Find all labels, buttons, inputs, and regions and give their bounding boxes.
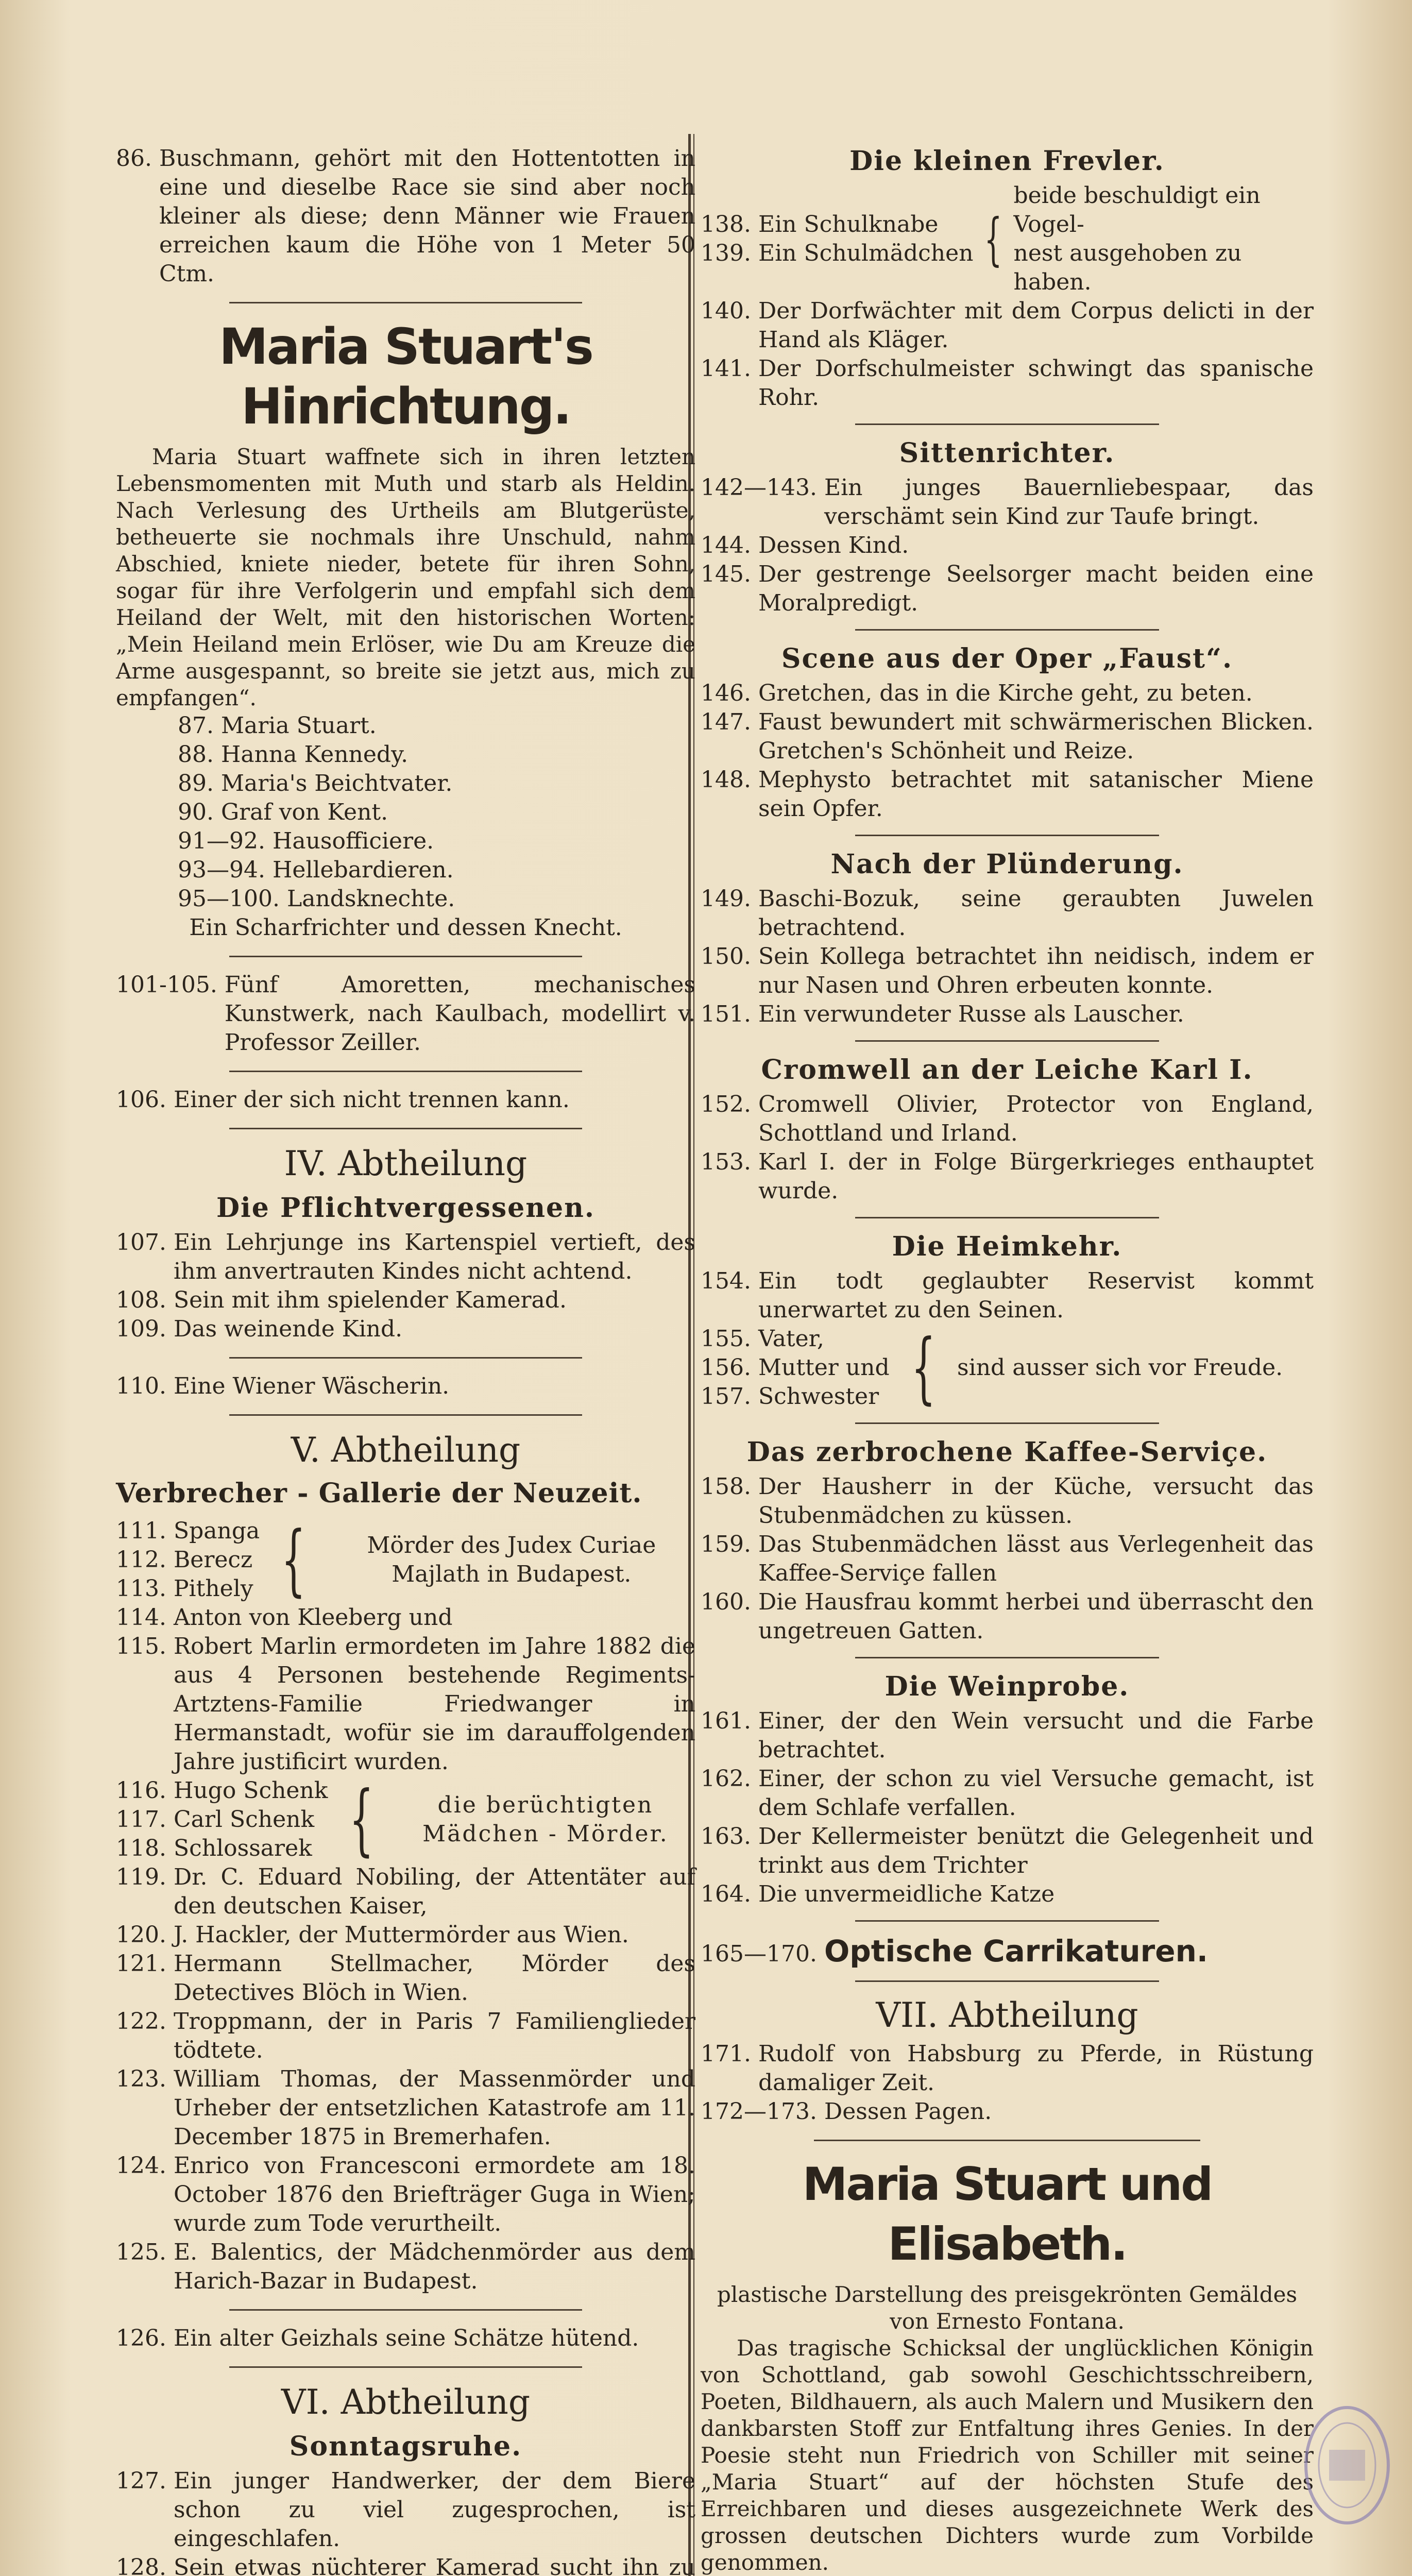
entry-text: Troppmann, der in Paris 7 Familienglieder tödtete.	[173, 2008, 695, 2063]
group-name: 155. Vater,	[701, 1326, 824, 1352]
entry-text: William Thomas, der Massenmörder und Urheber der entsetzlichen Katastrofe am 11. December 1875 in Bremerhafen.	[173, 2066, 695, 2150]
entry-110	[116, 1372, 695, 1401]
list-item	[116, 1632, 695, 1776]
maria-elisabeth-subtitle: plastische Darstellung des preisgekrönten Gemäldes von Ernesto Fontana.	[717, 2282, 1298, 2334]
entry-text: J. Hackler, der Muttermörder aus Wien.	[173, 1922, 629, 1948]
list-item	[701, 1822, 1314, 1880]
entry-text: E. Balentics, der Mädchenmörder aus dem Harich-Bazar in Budapest.	[173, 2239, 695, 2294]
entry-number: 149.	[701, 886, 751, 912]
list-item	[701, 1530, 1314, 1588]
entry-text: Dessen Kind.	[758, 532, 909, 558]
list-item	[701, 708, 1314, 766]
entry-text: Hellebardieren.	[272, 857, 454, 883]
entry-number: 146.	[701, 680, 751, 706]
pflichtvergessenen-heading: Die Pflichtvergessenen.	[216, 1192, 596, 1224]
entry-number: 87.	[178, 713, 214, 739]
entry-text: Sein Kollega betrachtet ihn neidisch, indem er nur Nasen und Ohren erbeuten konnte.	[758, 943, 1314, 998]
entry-number: 89.	[178, 770, 214, 796]
entry-number: 152.	[701, 1091, 751, 1117]
group-description-line: beide beschuldigt ein Vogel-	[1013, 182, 1261, 238]
list-item	[701, 1588, 1314, 1646]
entry-text: Landsknechte.	[286, 886, 455, 912]
brace-icon: {	[984, 206, 1002, 272]
entry-number: 147.	[701, 709, 751, 735]
group-names	[116, 1517, 260, 1603]
entry-number: 162.	[701, 1766, 751, 1792]
cromwell-heading: Cromwell an der Leiche Karl I.	[761, 1054, 1253, 1086]
entry-number: 125.	[116, 2239, 166, 2265]
entry-text: Anton von Kleeberg und	[173, 1604, 453, 1631]
entry-text: Dr. C. Eduard Nobiling, der Attentäter auf den deutschen Kaiser,	[173, 1864, 695, 1919]
entry-text: Baschi-Bozuk, seine geraubten Juwelen betrachtend.	[758, 886, 1314, 941]
entry-text: Die Hausfrau kommt herbei und überrascht den ungetreuen Gatten.	[758, 1589, 1314, 1644]
group-names	[701, 1325, 890, 1411]
entry-number: 144.	[701, 532, 751, 558]
entry-number: 110.	[116, 1373, 166, 1399]
divider	[855, 1422, 1159, 1424]
pluenderung-heading: Nach der Plünderung.	[830, 849, 1184, 880]
entry-text: Der Kellermeister benützt die Gelegenheit und trinkt aus dem Trichter	[758, 1823, 1314, 1878]
entry-text: Eine Wiener Wäscherin.	[173, 1373, 450, 1399]
entry-text: Die unvermeidliche Katze	[758, 1881, 1055, 1907]
entry-text: Graf von Kent.	[220, 799, 388, 825]
entry-number: 93—94.	[178, 857, 265, 883]
entry-text: Ein Lehrjunge ins Kartenspiel vertieft, des ihm anvertrauten Kindes nicht achtend.	[173, 1229, 695, 1284]
entry-number: 123.	[116, 2066, 166, 2092]
list-item	[701, 354, 1314, 412]
list-item	[116, 2007, 695, 2065]
list-item	[116, 1228, 695, 1286]
entry-101	[116, 971, 695, 1057]
divider	[229, 1071, 582, 1072]
entry-text: Der Dorfschulmeister schwingt das spanische Rohr.	[758, 355, 1314, 411]
divider	[855, 835, 1159, 836]
list-item	[116, 1286, 695, 1315]
list-item	[178, 885, 695, 913]
divider	[229, 302, 582, 303]
list-item	[701, 1148, 1314, 1206]
divider	[855, 1920, 1159, 1922]
kaffee-service-heading: Das zerbrochene Kaffee-Serviçe.	[746, 1436, 1268, 1468]
entry-number: 121.	[116, 1951, 166, 1977]
divider	[814, 2140, 1200, 2141]
entry-text: Fünf Amoretten, mechanisches Kunstwerk, nach Kaulbach, modellirt v. Professor Zeiller.	[224, 972, 695, 1056]
entry-text: Der Dorfwächter mit dem Corpus delicti in der Hand als Kläger.	[758, 298, 1314, 353]
list-item	[701, 560, 1314, 618]
kleinen-frevler-heading: Die kleinen Frevler.	[849, 145, 1165, 177]
entry-126	[116, 2324, 695, 2353]
entry-number: 128.	[116, 2554, 166, 2576]
entry-text: Ein todt geglaubter Reservist kommt unerwartet zu den Seinen.	[758, 1268, 1314, 1323]
entry-number: 88.	[178, 741, 214, 768]
entry-number: 122.	[116, 2008, 166, 2035]
list-item	[701, 679, 1314, 708]
entry-number: 165—170.	[701, 1941, 817, 1967]
entry-number: 107.	[116, 1229, 166, 1256]
divider	[229, 1357, 582, 1359]
entry-number: 172—173.	[701, 2098, 817, 2125]
list-item	[701, 531, 1314, 560]
entry-text: Einer, der den Wein versucht und die Farbe betrachtet.	[758, 1708, 1314, 1763]
list-item	[701, 885, 1314, 942]
group-names	[116, 1776, 328, 1863]
list-item	[701, 1090, 1314, 1148]
list-item	[116, 2238, 695, 2296]
group-name: 111. Spanga	[116, 1518, 260, 1544]
entry-106	[116, 1086, 695, 1114]
entry-text: Maria Stuart.	[220, 713, 377, 739]
group-description: die berüchtigten Mädchen - Mörder.	[422, 1792, 669, 1847]
entry-text: Hausofficiere.	[272, 828, 434, 854]
list-item	[701, 766, 1314, 823]
library-stamp-icon	[1301, 2401, 1393, 2530]
divider	[229, 1128, 582, 1129]
divider	[855, 629, 1159, 631]
entry-text: Der gestrenge Seelsorger macht beiden eine Moralpredigt.	[758, 561, 1314, 616]
list-item	[178, 798, 695, 827]
group-name: 157. Schwester	[701, 1383, 879, 1410]
group-name: 139. Ein Schulmädchen	[701, 240, 974, 266]
entry-number: 126.	[116, 2325, 166, 2351]
entry-text: Dessen Pagen.	[824, 2098, 992, 2125]
entry-text: Enrico von Francesconi ermordete am 18. October 1876 den Briefträger Guga in Wien; wurde zum Tode verurtheilt.	[173, 2153, 695, 2236]
divider	[229, 2366, 582, 2368]
group-name: 113. Pithely	[116, 1575, 253, 1602]
left-column	[116, 144, 695, 2576]
entry-number: 101-105.	[116, 972, 217, 998]
entry-text: Einer, der schon zu viel Versuche gemacht, ist dem Schlafe verfallen.	[758, 1766, 1314, 1821]
entry-number: 115.	[116, 1633, 166, 1659]
list-item	[701, 1765, 1314, 1822]
group-138-139	[701, 181, 1314, 297]
maria-elisabeth-intro: Das tragische Schicksal der unglücklichen Königin von Schottland, gab sowohl Geschichtsschreibern, Poeten, Bildhauern, als auch Malern und Musikern den dankbarsten Stoff zur Entfaltung ihres Genies. In der Poesie steht nun Friedrich von Schiller mit seiner „Maria Stuart“ auf der höchsten Stufe des Erreichbaren und dieses ausgezeichnete Werk des grossen deutschen Dichters wurde zum Vorbilde genommen.	[701, 2335, 1314, 2575]
entry-number: 150.	[701, 943, 751, 970]
list-item	[116, 1921, 695, 1950]
entry-number: 171.	[701, 2041, 751, 2067]
divider	[229, 956, 582, 957]
faust-heading: Scene aus der Oper „Faust“.	[781, 643, 1233, 674]
entry-text: Ein alter Geizhals seine Schätze hütend.	[173, 2325, 639, 2351]
list-item	[116, 1950, 695, 2007]
list-item	[701, 473, 1314, 531]
list-item	[178, 827, 695, 856]
maria-elisabeth-title: Maria Stuart und Elisabeth.	[802, 2158, 1212, 2270]
brace-icon: {	[349, 1775, 375, 1865]
divider	[229, 2309, 582, 2311]
entry-text: Sein mit ihm spielender Kamerad.	[173, 1287, 567, 1313]
list-item	[116, 2065, 695, 2151]
entry-number: 151.	[701, 1001, 751, 1027]
group-155-157	[701, 1325, 1314, 1411]
entry-text: Ein junger Handwerker, der dem Biere schon zu viel zugesprochen, ist eingeschlafen.	[173, 2468, 695, 2552]
entry-text: Ein junges Bauernliebespaar, das verschämt sein Kind zur Taufe bringt.	[824, 474, 1314, 530]
entry-text: Sein etwas nüchterer Kamerad sucht ihn zu	[173, 2554, 695, 2576]
entry-number: 91—92.	[178, 828, 265, 854]
divider	[855, 423, 1159, 425]
group-description: sind ausser sich vor Freude.	[957, 1354, 1283, 1381]
entry-number: 148.	[701, 767, 751, 793]
group-description: Mörder des Judex Curiae Majlath in Budapest.	[367, 1532, 656, 1587]
sonntagsruhe-heading: Sonntagsruhe.	[289, 2431, 522, 2462]
entry-text: Karl I. der in Folge Bürgerkrieges enthauptet wurde.	[758, 1149, 1314, 1204]
maria-intro: Maria Stuart waffnete sich in ihren letzten Lebensmomenten mit Muth und starb als Heldin. Nach Verlesung des Urtheils am Blutgerüste, betheuerte sie nochmals ihre Unschuld, nahm Abschied, kniete nieder, betete für ihren Sohn, sogar für ihre Verfolgerin und empfahl sich dem Heiland der Welt, mit den historischen Worten: „Mein Heiland mein Erlöser, wie Du am Kreuze die Arme ausgespannt, so breite sie jetzt aus, mich zu empfangen“.	[116, 444, 695, 710]
maria-list	[116, 711, 695, 913]
group-name: 118. Schlossarek	[116, 1835, 312, 1861]
heimkehr-heading: Die Heimkehr.	[892, 1231, 1122, 1262]
entry-number: 153.	[701, 1149, 751, 1175]
entry-number: 145.	[701, 561, 751, 587]
list-item	[701, 1267, 1314, 1325]
entry-number: 161.	[701, 1708, 751, 1734]
entry-text: Gretchen, das in die Kirche geht, zu beten.	[758, 680, 1253, 706]
list-item	[178, 856, 695, 885]
entry-number: 140.	[701, 298, 751, 324]
entry-text: Maria's Beichtvater.	[220, 770, 453, 796]
optische-carrikaturen-heading: Optische Carrikaturen.	[824, 1934, 1208, 1969]
entry-text: Hanna Kennedy.	[220, 741, 409, 768]
entry-number: 154.	[701, 1268, 751, 1294]
group-description	[1013, 181, 1314, 297]
entry-text: Rudolf von Habsburg zu Pferde, in Rüstung damaliger Zeit.	[758, 2041, 1314, 2096]
group-name: 117. Carl Schenk	[116, 1806, 315, 1833]
entry-text: Faust bewundert mit schwärmerischen Blicken. Gretchen's Schönheit und Reize.	[758, 709, 1314, 764]
entry-number: 159.	[701, 1531, 751, 1557]
list-item	[116, 1603, 695, 1632]
group-111-113	[116, 1517, 695, 1603]
entry-text: Cromwell Olivier, Protector von England, Schottland und Irland.	[758, 1091, 1314, 1146]
entry-text: Robert Marlin ermordeten im Jahre 1882 die aus 4 Personen bestehende Regiments-Artztens-Familie Friedwanger in Hermanstadt, wofür sie im darauffolgenden Jahre justificirt wurden.	[173, 1633, 695, 1775]
entry-number: 109.	[116, 1316, 166, 1342]
divider	[229, 1414, 582, 1416]
entry-text: Ein verwundeter Russe als Lauscher.	[758, 1001, 1184, 1027]
entry-165-170	[701, 1933, 1314, 1969]
list-item	[701, 2040, 1314, 2097]
entry-text: Der Hausherr in der Küche, versucht das Stubenmädchen zu küssen.	[758, 1473, 1314, 1529]
brace-icon: {	[281, 1515, 306, 1605]
divider	[855, 1980, 1159, 1982]
entry-number: 124.	[116, 2153, 166, 2179]
abtheilung-4-heading: IV. Abtheilung	[284, 1144, 528, 1183]
entry-text: Das weinende Kind.	[173, 1316, 403, 1342]
group-name: 156. Mutter und	[701, 1354, 890, 1381]
list-item	[701, 1707, 1314, 1765]
list-item	[701, 297, 1314, 354]
entry-text: Hermann Stellmacher, Mörder des Detectives Blöch in Wien.	[173, 1951, 695, 2006]
entry-number: 90.	[178, 799, 214, 825]
list-item	[701, 942, 1314, 1000]
divider	[855, 1040, 1159, 1042]
right-column	[701, 144, 1314, 2576]
abtheilung-7-heading: VII. Abtheilung	[876, 1995, 1138, 2035]
entry-text: Buschmann, gehört mit den Hottentotten in eine und dieselbe Race sie sind aber noch kleiner als diese; denn Männer wie Frauen erreichen kaum die Höhe von 1 Meter 50 Ctm.	[159, 145, 695, 287]
list-item	[178, 711, 695, 740]
entry-text: Mephysto betrachtet mit satanischer Miene sein Opfer.	[758, 767, 1314, 822]
list-item	[116, 1863, 695, 1921]
entry-number: 164.	[701, 1881, 751, 1907]
group-name: 112. Berecz	[116, 1547, 253, 1573]
entry-text: Einer der sich nicht trennen kann.	[173, 1087, 570, 1113]
list-item	[701, 1880, 1314, 1909]
entry-number: 158.	[701, 1473, 751, 1500]
entry-number: 142—143.	[701, 474, 817, 501]
entry-number: 120.	[116, 1922, 166, 1948]
abtheilung-5-heading: V. Abtheilung	[291, 1430, 521, 1470]
brace-icon: {	[911, 1323, 936, 1413]
entry-number: 160.	[701, 1589, 751, 1615]
entry-number: 86.	[116, 145, 152, 172]
entry-number: 114.	[116, 1604, 166, 1631]
entry-number: 106.	[116, 1087, 166, 1113]
entry-number: 127.	[116, 2468, 166, 2494]
maria-hinrichtung-title: Maria Stuart's Hinrichtung.	[219, 318, 592, 435]
list-item	[178, 740, 695, 769]
scharfrichter-line: Ein Scharfrichter und dessen Knecht.	[189, 914, 622, 941]
divider	[855, 1217, 1159, 1218]
list-item	[116, 2151, 695, 2238]
list-item	[701, 1000, 1314, 1029]
entry-number: 141.	[701, 355, 751, 382]
entry-number: 163.	[701, 1823, 751, 1850]
group-names	[701, 210, 973, 268]
sittenrichter-heading: Sittenrichter.	[899, 437, 1115, 469]
list-item	[701, 1472, 1314, 1530]
entry-number: 95—100.	[178, 886, 280, 912]
list-item	[178, 769, 695, 798]
group-description-line: nest ausgehoben zu haben.	[1013, 240, 1242, 295]
list-item	[116, 1315, 695, 1344]
entry-number: 108.	[116, 1287, 166, 1313]
entry-86	[116, 144, 695, 289]
group-116-118	[116, 1776, 695, 1863]
group-name: 116. Hugo Schenk	[116, 1777, 328, 1804]
list-item	[701, 2097, 1314, 2126]
abtheilung-6-heading: VI. Abtheilung	[281, 2382, 531, 2422]
weinprobe-heading: Die Weinprobe.	[884, 1671, 1130, 1702]
verbrecher-gallerie-heading: Verbrecher - Gallerie der Neuzeit.	[116, 1478, 642, 1509]
entry-number: 119.	[116, 1864, 166, 1890]
divider	[855, 1657, 1159, 1658]
list-item	[116, 2467, 695, 2553]
list-item	[116, 2553, 695, 2576]
group-name: 138. Ein Schulknabe	[701, 211, 939, 238]
entry-text: Das Stubenmädchen lässt aus Verlegenheit das Kaffee-Serviçe fallen	[758, 1531, 1314, 1586]
